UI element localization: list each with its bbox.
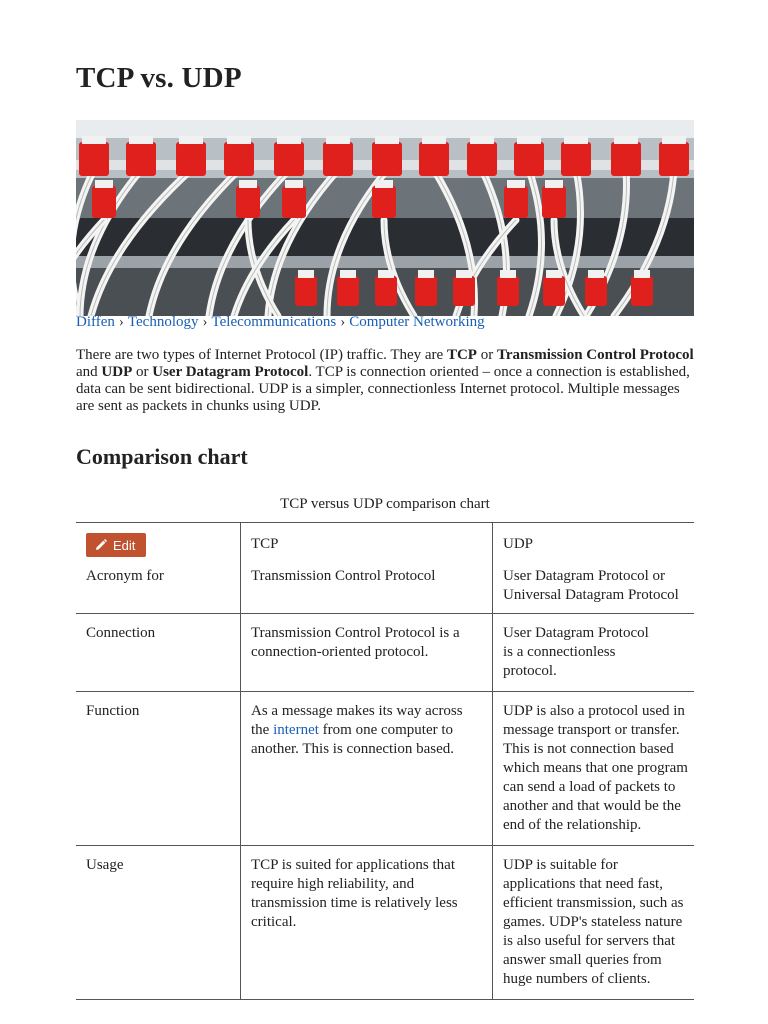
table-row	[76, 557, 694, 614]
plug-latch	[507, 180, 525, 188]
intro-term-udp-full: User Datagram Protocol	[152, 364, 309, 380]
cable-plug	[467, 142, 497, 176]
cable-plug	[631, 276, 653, 306]
cable-plug	[337, 276, 359, 306]
row-label-usage: Usage	[86, 857, 124, 873]
breadcrumb-telecommunications[interactable]: Telecommunications	[211, 314, 337, 330]
cable-plug	[79, 142, 109, 176]
plug-latch	[298, 270, 314, 278]
plug-latch	[285, 180, 303, 188]
row-label-function: Function	[86, 703, 140, 719]
cell-tcp-connection: Transmission Control Protocol is a connection-oriented protocol.	[241, 614, 493, 692]
breadcrumb	[76, 314, 485, 331]
cable-plug	[611, 142, 641, 176]
intro-text: or	[132, 364, 153, 380]
cable-plug	[504, 186, 528, 218]
plug-latch	[588, 270, 604, 278]
table-row	[76, 692, 694, 846]
cable-plug	[585, 276, 607, 306]
cable-plug	[419, 142, 449, 176]
cell-tcp-acronym: Transmission Control Protocol	[241, 557, 493, 614]
plug-latch	[326, 136, 350, 144]
breadcrumb-separator: ›	[118, 314, 124, 330]
table-row	[76, 846, 694, 1000]
intro-paragraph	[76, 347, 694, 415]
cable-plug	[497, 276, 519, 306]
cable-plug	[92, 186, 116, 218]
cable-plug	[561, 142, 591, 176]
plug-latch	[545, 180, 563, 188]
comparison-heading: Comparison chart	[76, 444, 248, 469]
plug-latch	[564, 136, 588, 144]
cell-udp-function: UDP is also a protocol used in message transport or transfer. This is not connection based which means that one program can send a load of packets to another and that would be the end of the relationship.	[493, 692, 695, 846]
table-row	[76, 523, 694, 558]
plug-latch	[378, 270, 394, 278]
plug-latch	[634, 270, 650, 278]
plug-latch	[277, 136, 301, 144]
cable-plug	[274, 142, 304, 176]
row-label-connection: Connection	[86, 625, 156, 641]
table-caption: TCP versus UDP comparison chart	[280, 496, 490, 512]
cable-plug	[126, 142, 156, 176]
plug-latch	[422, 136, 446, 144]
cable-plug	[543, 276, 565, 306]
cell-tcp-function	[241, 692, 493, 846]
cable-plug	[282, 186, 306, 218]
plug-latch	[95, 180, 113, 188]
column-header-udp: UDP	[493, 523, 695, 558]
cell-tcp-usage: TCP is suited for applications that require high reliability, and transmission time is relatively less critical.	[241, 846, 493, 1000]
row-label-acronym: Acronym for	[86, 568, 164, 584]
intro-term-tcp: TCP	[446, 347, 477, 363]
table-row	[76, 614, 694, 692]
cable-plug	[372, 142, 402, 176]
plug-latch	[500, 270, 516, 278]
cable-plug	[659, 142, 689, 176]
cable-plug	[372, 186, 396, 218]
column-header-tcp: TCP	[241, 523, 493, 558]
plug-latch	[546, 270, 562, 278]
cable-plug	[236, 186, 260, 218]
plug-latch	[340, 270, 356, 278]
intro-term-udp: UDP	[101, 364, 133, 380]
breadcrumb-computer-networking[interactable]: Computer Networking	[349, 314, 485, 330]
cable-plug	[415, 276, 437, 306]
plug-latch	[375, 180, 393, 188]
intro-text: or	[476, 347, 497, 363]
cable-plug	[323, 142, 353, 176]
plug-latch	[614, 136, 638, 144]
edit-button[interactable]	[86, 533, 146, 557]
plug-latch	[470, 136, 494, 144]
intro-text: and	[76, 364, 102, 380]
intro-text: There are two types of Internet Protocol (IP) traffic. They are	[76, 347, 447, 363]
hero-image-network-cables	[76, 120, 694, 316]
plug-latch	[239, 180, 257, 188]
cable-plug	[375, 276, 397, 306]
cable-plug	[224, 142, 254, 176]
breadcrumb-diffen[interactable]: Diffen	[76, 314, 115, 330]
plug-latch	[662, 136, 686, 144]
plug-latch	[375, 136, 399, 144]
plug-latch	[456, 270, 472, 278]
cable-plug	[295, 276, 317, 306]
cell-text: from one computer to another. This is connection based.	[251, 722, 455, 757]
cell-udp-acronym: User Datagram Protocol or Universal Datagram Protocol	[493, 557, 695, 614]
page-title: TCP vs. UDP	[76, 62, 242, 94]
cable-plug	[542, 186, 566, 218]
plug-latch	[418, 270, 434, 278]
edit-button-label: Edit	[113, 537, 136, 553]
plug-latch	[129, 136, 153, 144]
plug-latch	[82, 136, 106, 144]
cable-plug	[176, 142, 206, 176]
pencil-icon	[95, 539, 107, 551]
cell-udp-connection: User Datagram Protocol is a connectionless protocol.	[493, 614, 695, 692]
breadcrumb-technology[interactable]: Technology	[127, 314, 199, 330]
breadcrumb-separator: ›	[202, 314, 208, 330]
plug-latch	[517, 136, 541, 144]
cable-plug	[514, 142, 544, 176]
table-cell	[76, 523, 241, 558]
plug-latch	[179, 136, 203, 144]
breadcrumb-separator: ›	[340, 314, 346, 330]
cell-text: As a message makes its way across the	[251, 703, 463, 738]
cell-udp-usage: UDP is suitable for applications that need fast, efficient transmission, such as games. UDP's stateless nature is also useful for servers that answer small queries from huge numbers of clients.	[493, 846, 695, 1000]
cable-plug	[453, 276, 475, 306]
intro-term-tcp-full: Transmission Control Protocol	[496, 347, 694, 363]
comparison-table	[76, 522, 694, 1000]
internet-link[interactable]: internet	[273, 722, 319, 738]
plug-latch	[227, 136, 251, 144]
intro-text: . TCP is connection oriented – once a connection is established, data can be sent bidirectional. UDP is a simpler, connectionless Internet protocol. Multiple messages are sent as packets in chunks using UDP.	[76, 364, 690, 414]
